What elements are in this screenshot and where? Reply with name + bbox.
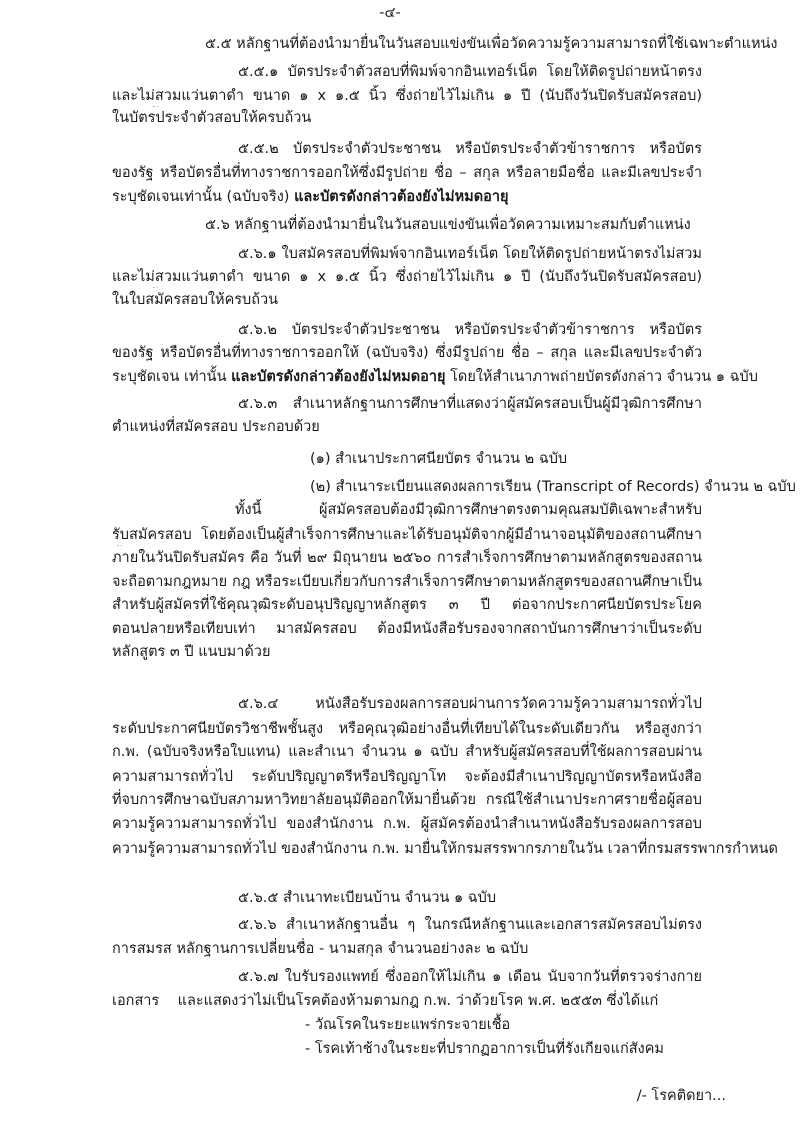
item-5-6-4-text: ระดับประกาศนียบัตรวิชาชีพชั้นสูง หรือคุณวุฒิอย่างอื่นที่เทียบได้ในระดับเดียวกัน หรือสูงกว่า — [112, 721, 702, 737]
item-5-5-1: ๕.๕.๑ บัตรประจำตัวสอบที่พิมพ์จากอินเทอร์เน็ต โดยให้ติดรูปถ่ายหน้าตรง — [238, 64, 702, 80]
item-5-6-4-text: ความรู้ความสามารถทั่วไป ของสำนักงาน ก.พ. ผู้สมัครต้องนำสำเนาหนังสือรับรองผลการสอบ — [112, 816, 702, 832]
bold-text: และบัตรดังกล่าวต้องยังไม่หมดอายุ — [231, 369, 446, 385]
text: โดยให้สำเนาภาพถ่ายบัตรดังกล่าว จำนวน ๑ ฉบับ — [445, 369, 758, 385]
item-5-6-7-text: เอกสาร และแสดงว่าไม่เป็นโรคต้องห้ามตามกฎ ก.พ. ว่าด้วยโรค พ.ศ. ๒๕๕๓ ซึ่งได้แก่ — [112, 993, 659, 1009]
item-5-6-6-text: การสมรส หลักฐานการเปลี่ยนชื่อ - นามสกุล จำนวนอย่างละ ๒ ฉบับ — [112, 941, 529, 957]
item-5-5-1-text: และไม่สวมแว่นตาดำ ขนาด ๑ x ๑.๕ นิ้ว ซึ่งถ่ายไว้ไม่เกิน ๑ ปี (นับถึงวันปิดรับสมัครสอบ) — [112, 88, 702, 104]
section-5-5-heading: ๕.๕ หลักฐานที่ต้องนำมายื่นในวันสอบแข่งขันเพื่อวัดความรู้ความสามารถที่ใช้เฉพาะตำแหน่ง — [205, 36, 778, 52]
note-text: ตอนปลายหรือเทียบเท่า มาสมัครสอบ ต้องมีหนังสือรับรองจากสถาบันการศึกษาว่าเป็นระดับ — [112, 621, 702, 637]
note-text: จะถือตามกฎหมาย กฎ หรือระเบียบเกี่ยวกับการสำเร็จการศึกษาตามหลักสูตรของสถานศึกษาเป็น — [112, 574, 702, 590]
item-5-6-4-text: ที่จบการศึกษาฉบับสภามหาวิทยาลัยอนุมัติออกให้มายื่นด้วย กรณีใช้สำเนาประกาศรายชื่อผู้สอบ — [112, 792, 702, 808]
item-5-6-2: ๕.๖.๒ บัตรประจำตัวประชาชน หรือบัตรประจำตัวข้าราชการ หรือบัตร — [238, 322, 702, 338]
item-5-6-4-text: ก.พ. (ฉบับจริงหรือใบแทน) และสำเนา จำนวน ๑ ฉบับ สำหรับผู้สมัครสอบที่ใช้ผลการสอบผ่าน — [112, 744, 702, 760]
continuation-marker: /- โรคติดยา... — [636, 1088, 726, 1104]
item-5-6-2-text: ของรัฐ หรือบัตรอื่นที่ทางราชการออกให้ (ฉบับจริง) ซึ่งมีรูปถ่าย ชื่อ – สกุล และมีเลขประจำตัว — [112, 345, 702, 361]
item-5-6-7: ๕.๖.๗ ใบรับรองแพทย์ ซึ่งออกให้ไม่เกิน ๑ เดือน นับจากวันที่ตรวจร่างกาย — [238, 969, 702, 985]
item-5-6-6: ๕.๖.๖ สำเนาหลักฐานอื่น ๆ ในกรณีหลักฐานและเอกสารสมัครสอบไม่ตรง — [238, 917, 702, 933]
note-text: สำหรับผู้สมัครที่ใช้คุณวุฒิระดับอนุปริญญาหลักสูตร ๓ ปี ต่อจากประกาศนียบัตรประโยค — [112, 597, 702, 613]
note-text: ภายในวันปิดรับสมัคร คือ วันที่ ๒๙ มิถุนายน ๒๕๖๐ การสำเร็จการศึกษาตามหลักสูตรของสถาน — [112, 550, 702, 566]
item-5-6-4-text: ความสามารถทั่วไป ระดับปริญญาตรีหรือปริญญาโท จะต้องมีสำเนาปริญญาบัตรหรือหนังสือ — [112, 769, 702, 785]
item-5-5-1-text: ในบัตรประจำตัวสอบให้ครบถ้วน — [112, 110, 312, 126]
note-text: รับสมัครสอบ โดยต้องเป็นผู้สำเร็จการศึกษาและได้รับอนุมัติจากผู้มีอำนาจอนุมัติของสถานศึกษา — [112, 527, 702, 543]
item-5-5-2-text — [112, 186, 702, 208]
item-5-6-2-text — [112, 366, 758, 388]
item-5-5-2: ๕.๕.๒ บัตรประจำตัวประชาชน หรือบัตรประจำตัวข้าราชการ หรือบัตร — [238, 141, 702, 157]
text: ระบุชัดเจนเท่านั้น (ฉบับจริง) — [112, 189, 295, 205]
item-5-6-1-text: และไม่สวมแว่นตาดำ ขนาด ๑ x ๑.๕ นิ้ว ซึ่งถ่ายไว้ไม่เกิน ๑ ปี (นับถึงวันปิดรับสมัครสอบ) — [112, 269, 702, 285]
page-number: -๔- — [379, 5, 401, 21]
note-text: หลักสูตร ๓ ปี แนบมาด้วย — [112, 644, 271, 660]
disease-item: - โรคเท้าช้างในระยะที่ปรากฏอาการเป็นที่รังเกียจแก่สังคม — [305, 1041, 664, 1057]
item-5-6-3: ๕.๖.๓ สำเนาหลักฐานการศึกษาที่แสดงว่าผู้สมัครสอบเป็นผู้มีวุฒิการศึกษา — [238, 396, 702, 412]
sub-item-2: (๒) สำเนาระเบียนแสดงผลการเรียน (Transcript of Records) จำนวน ๒ ฉบับ — [310, 479, 796, 495]
item-5-6-3-text: ตำแหน่งที่สมัครสอบ ประกอบด้วย — [112, 419, 320, 435]
text: ระบุชัดเจน เท่านั้น — [112, 369, 232, 385]
bold-text: และบัตรดังกล่าวต้องยังไม่หมดอายุ — [294, 189, 509, 205]
disease-item: - วัณโรคในระยะแพร่กระจายเชื้อ — [305, 1017, 511, 1033]
sub-item-1: (๑) สำเนาประกาศนียบัตร จำนวน ๒ ฉบับ — [310, 451, 568, 467]
item-5-5-2-text: ของรัฐ หรือบัตรอื่นที่ทางราชการออกให้ซึ่งมีรูปถ่าย ชื่อ – สกุล หรือลายมือชื่อ และมีเลขประจำ — [112, 165, 702, 181]
item-5-6-4: ๕.๖.๔ หนังสือรับรองผลการสอบผ่านการวัดความรู้ความสามารถทั่วไป — [238, 696, 702, 712]
item-5-6-5: ๕.๖.๕ สำเนาทะเบียนบ้าน จำนวน ๑ ฉบับ — [238, 890, 497, 906]
item-5-6-1-text: ในใบสมัครสอบให้ครบถ้วน — [112, 292, 279, 308]
item-5-6-1: ๕.๖.๑ ใบสมัครสอบที่พิมพ์จากอินเทอร์เน็ต โดยให้ติดรูปถ่ายหน้าตรงไม่สวม — [238, 246, 702, 262]
item-5-6-4-text: ความรู้ความสามารถทั่วไป ของสำนักงาน ก.พ. มายื่นให้กรมสรรพากรภายในวัน เวลาที่กรมสรรพากรกำหนด — [112, 841, 778, 857]
section-5-6-heading: ๕.๖ หลักฐานที่ต้องนำมายื่นในวันสอบแข่งขันเพื่อวัดความเหมาะสมกับตำแหน่ง — [205, 217, 691, 233]
note-paragraph: ทั้งนี้ ผู้สมัครสอบต้องมีวุฒิการศึกษาตรงตามคุณสมบัติเฉพาะสำหรับ — [235, 502, 702, 518]
